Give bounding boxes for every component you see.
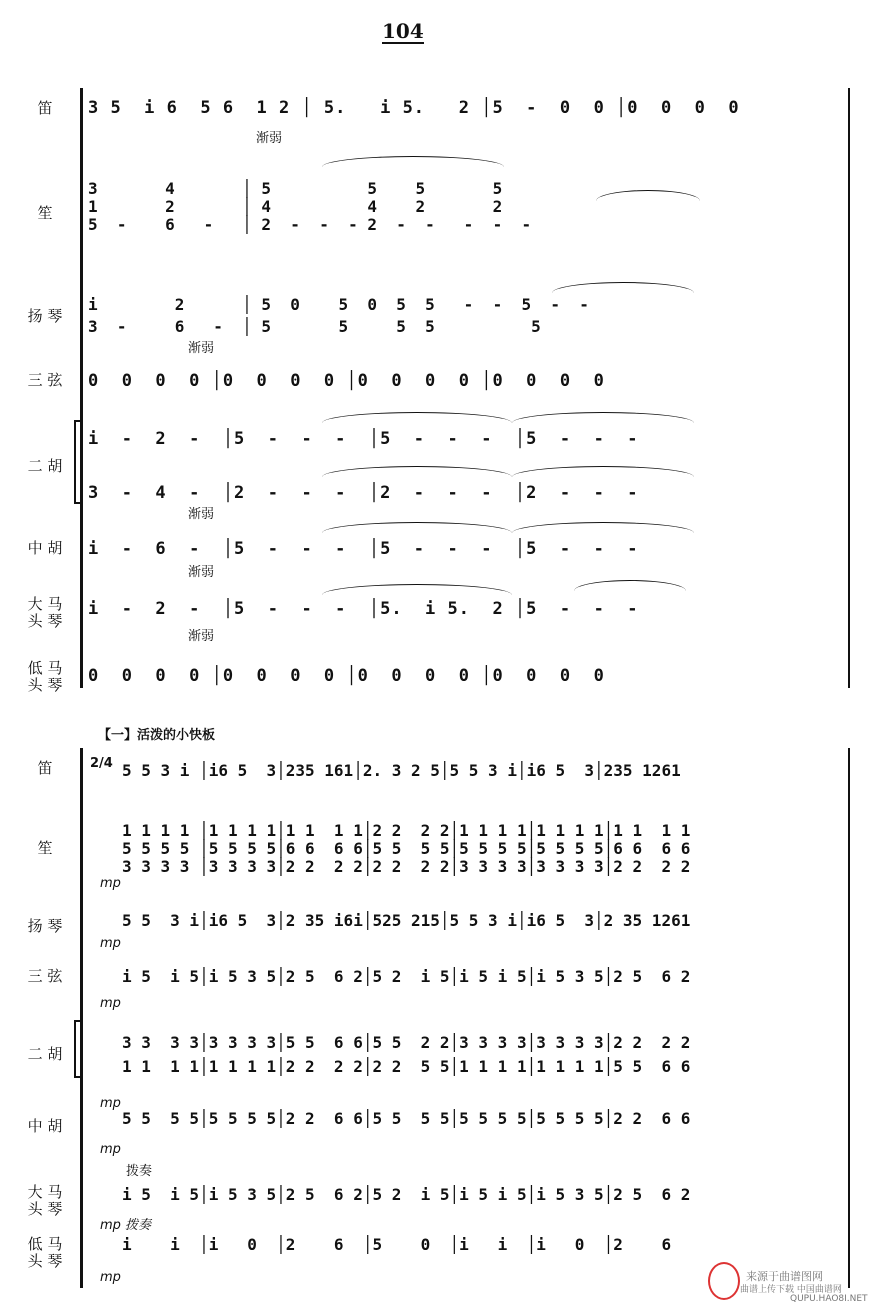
tie	[322, 412, 512, 423]
s1-label-sanxian: 三 弦	[27, 371, 63, 389]
s1-label-dizi: 笛	[37, 99, 53, 117]
s2-label-zhonghu: 中 胡	[27, 1117, 63, 1135]
s1-row-sanxian: 0 0 0 0 │0 0 0 0 │0 0 0 0 │0 0 0 0	[88, 371, 605, 391]
dynamic-mp: mp	[100, 1142, 121, 1157]
dynamic-mp: mp	[100, 996, 121, 1011]
barline-final-2	[848, 748, 850, 1288]
tie	[512, 522, 694, 533]
s2-label-damatouqin: 大 马 头 琴	[27, 1183, 63, 1218]
s2-row-damatouqin: i 5 i 5│i 5 3 5│2 5 6 2│5 2 i 5│i 5 i 5│i 5 3 5│2 5 6 2	[122, 1185, 691, 1204]
time-signature: 2/4	[90, 756, 113, 771]
dim-mark-dizi: 渐弱	[256, 131, 283, 146]
s1-row-sheng-2: 1 2 │ 4 4 2 2	[88, 197, 503, 216]
s1-row-yangqin-1: i 2 │ 5 0 5 0 5 5 - - 5 - -	[88, 295, 589, 314]
s2-label-erhu: 二 胡	[27, 1045, 63, 1063]
tie	[552, 282, 694, 293]
s1-label-yangqin: 扬 琴	[27, 307, 63, 325]
tie	[512, 466, 694, 477]
dynamic-mp: mp	[100, 1096, 121, 1111]
s2-label-dizi: 笛	[37, 759, 53, 777]
s2-label-yangqin: 扬 琴	[27, 917, 63, 935]
system1-bracket	[80, 88, 83, 688]
tie	[322, 522, 512, 533]
s2-label-sanxian: 三 弦	[27, 967, 63, 985]
watermark-line-2: 曲谱上传下载 中国曲谱网	[740, 1285, 842, 1295]
s1-label-zhonghu: 中 胡	[27, 539, 63, 557]
s2-row-erhu-2: 1 1 1 1│1 1 1 1│2 2 2 2│2 2 5 5│1 1 1 1│1 1 1 1│5 5 6 6	[122, 1057, 691, 1076]
dynamic-mp: mp	[100, 876, 121, 891]
s1-row-sheng-3: 5 - 6 - │ 2 - - - 2 - - - - -	[88, 215, 532, 234]
watermark-line-1: 来源于曲谱图网	[746, 1270, 823, 1283]
s2-label-sheng: 笙	[37, 839, 53, 857]
s1-label-sheng: 笙	[37, 204, 53, 222]
barline-final-1	[848, 88, 850, 688]
s1-row-erhu-2: 3 - 4 - │2 - - - │2 - - - │2 - - -	[88, 483, 639, 503]
s1-label-damatouqin: 大 马 头 琴	[27, 595, 63, 630]
pizzicato-mark: 拨奏	[126, 1164, 153, 1179]
tie	[322, 156, 504, 167]
dynamic-mp: mp	[100, 936, 121, 951]
s1-label-erhu: 二 胡	[27, 457, 63, 475]
s1-row-dimatouqin: 0 0 0 0 │0 0 0 0 │0 0 0 0 │0 0 0 0	[88, 666, 605, 686]
dim-mark-yangqin: 渐弱	[188, 341, 215, 356]
s2-row-dizi: 5 5 3 i │i6 5 3│235 161│2. 3 2 5│5 5 3 i│i6 5 3│235 1261	[122, 761, 681, 780]
dim-mark-damatouqin: 渐弱	[188, 629, 215, 644]
tie	[322, 584, 512, 595]
s2-row-sanxian: i 5 i 5│i 5 3 5│2 5 6 2│5 2 i 5│i 5 i 5│i 5 3 5│2 5 6 2	[122, 967, 691, 986]
tempo-mark: 【一】活泼的小快板	[98, 728, 216, 743]
s1-row-damatouqin: i - 2 - │5 - - - │5. i 5. 2 │5 - - -	[88, 599, 639, 619]
tie	[322, 466, 512, 477]
s1-label-dimatouqin: 低 马 头 琴	[27, 659, 63, 694]
tie	[512, 412, 694, 423]
s2-label-dimatouqin: 低 马 头 琴	[27, 1235, 63, 1270]
s2-row-sheng-3: 3 3 3 3 │3 3 3 3│2 2 2 2│2 2 2 2│3 3 3 3│3 3 3 3│2 2 2 2	[122, 857, 691, 876]
s1-row-sheng-1: 3 4 │ 5 5 5 5	[88, 179, 503, 198]
s1-row-zhonghu: i - 6 - │5 - - - │5 - - - │5 - - -	[88, 539, 639, 559]
s1-row-yangqin-2: 3 - 6 - │ 5 5 5 5 5	[88, 317, 541, 336]
s2-row-dimatouqin: i i │i 0 │2 6 │5 0 │i i │i 0 │2 6	[122, 1235, 672, 1254]
watermark-logo-icon	[708, 1262, 740, 1300]
watermark-line-3: QUPU.HAO8I.NET	[790, 1294, 868, 1304]
system2-bracket	[80, 748, 83, 1288]
tie	[574, 580, 686, 591]
s2-row-yangqin: 5 5 3 i│i6 5 3│2 35 i6i│525 215│5 5 3 i│i6 5 3│2 35 1261	[122, 911, 691, 930]
s1-row-erhu-1: i - 2 - │5 - - - │5 - - - │5 - - -	[88, 429, 639, 449]
dynamic-mp: mp	[100, 1270, 121, 1285]
s2-row-erhu-1: 3 3 3 3│3 3 3 3│5 5 6 6│5 5 2 2│3 3 3 3│3 3 3 3│2 2 2 2	[122, 1033, 691, 1052]
dynamic-mp-pizz: mp 拨奏	[100, 1218, 152, 1233]
s2-row-sheng-2: 5 5 5 5 │5 5 5 5│6 6 6 6│5 5 5 5│5 5 5 5│5 5 5 5│6 6 6 6	[122, 839, 691, 858]
s2-row-sheng-1: 1 1 1 1 │1 1 1 1│1 1 1 1│2 2 2 2│1 1 1 1│1 1 1 1│1 1 1 1	[122, 821, 691, 840]
tie	[596, 190, 700, 201]
s1-row-dizi: 3 5 i 6 5 6 1 2 │ 5. i 5. 2 │5 - 0 0 │0 0 0 0	[88, 98, 740, 118]
dim-mark-erhu: 渐弱	[188, 507, 215, 522]
dim-mark-zhonghu: 渐弱	[188, 565, 215, 580]
s2-row-zhonghu: 5 5 5 5│5 5 5 5│2 2 6 6│5 5 5 5│5 5 5 5│5 5 5 5│2 2 6 6	[122, 1109, 691, 1128]
page-number: 104	[382, 19, 424, 43]
